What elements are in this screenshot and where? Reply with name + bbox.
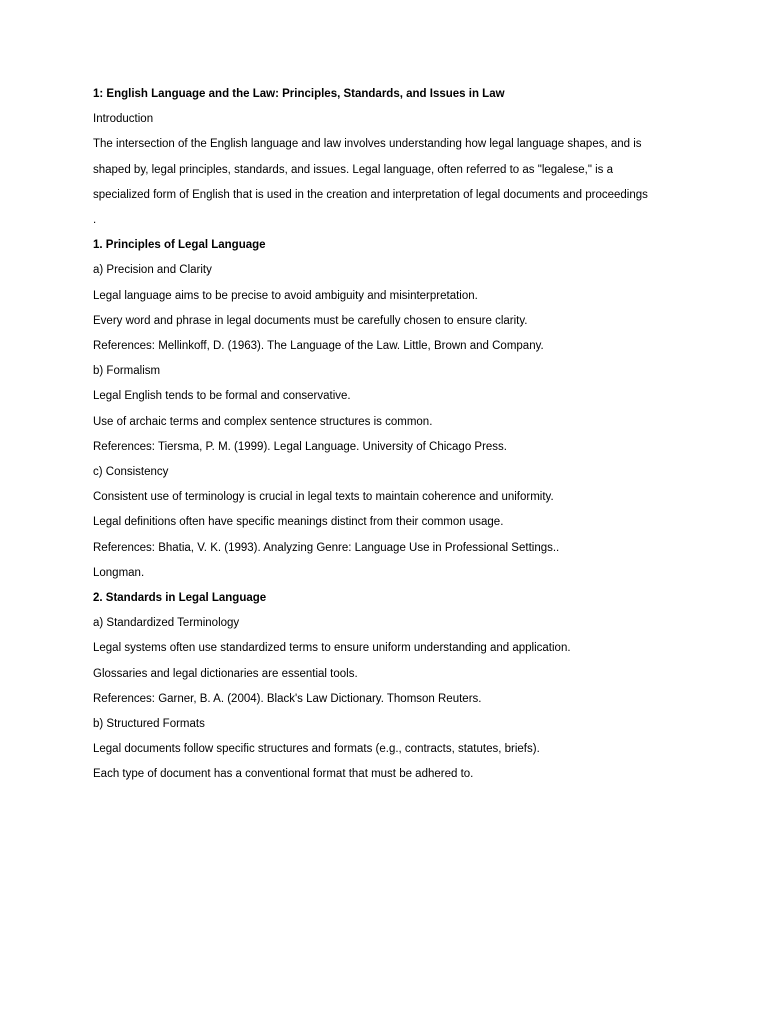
subsection-1b-reference: References: Tiersma, P. M. (1999). Legal Language. University of Chicago Press.	[93, 440, 507, 453]
document-title: 1: English Language and the Law: Principles, Standards, and Issues in Law	[93, 88, 505, 100]
intro-line: .	[93, 214, 97, 227]
subsection-2b-line: Each type of document has a conventional format that must be adhered to.	[93, 768, 474, 781]
subsection-1c-line: Consistent use of terminology is crucial in legal texts to maintain coherence and uniformity.	[93, 491, 554, 504]
subsection-1a-reference: References: Mellinkoff, D. (1963). The Language of the Law. Little, Brown and Company.	[93, 340, 544, 353]
subsection-1a-line: Every word and phrase in legal documents must be carefully chosen to ensure clarity.	[93, 314, 528, 327]
subsection-1b-line: Use of archaic terms and complex sentence structures is common.	[93, 415, 433, 428]
subsection-2a-line: Glossaries and legal dictionaries are essential tools.	[93, 667, 358, 680]
subsection-1a-heading: a) Precision and Clarity	[93, 264, 212, 277]
subsection-1b-heading: b) Formalism	[93, 365, 161, 378]
intro-line: shaped by, legal principles, standards, and issues. Legal language, often referred to as "legalese," is a	[93, 163, 614, 176]
subsection-1a-line: Legal language aims to be precise to avoid ambiguity and misinterpretation.	[93, 289, 478, 302]
subsection-2a-heading: a) Standardized Terminology	[93, 617, 240, 630]
subsection-1c-heading: c) Consistency	[93, 466, 169, 479]
section-2-heading: 2. Standards in Legal Language	[93, 592, 267, 605]
section-1-heading: 1. Principles of Legal Language	[93, 239, 266, 252]
intro-line: The intersection of the English language and law involves understanding how legal language shapes, and is	[93, 138, 642, 151]
subsection-2b-heading: b) Structured Formats	[93, 718, 205, 731]
document-body	[93, 82, 683, 788]
subsection-1c-reference: References: Bhatia, V. K. (1993). Analyzing Genre: Language Use in Professional Settings..	[93, 541, 560, 554]
subsection-2b-line: Legal documents follow specific structures and formats (e.g., contracts, statutes, briefs).	[93, 743, 540, 756]
subsection-1b-line: Legal English tends to be formal and conservative.	[93, 390, 351, 403]
subsection-1c-reference-cont: Longman.	[93, 566, 145, 579]
intro-line: specialized form of English that is used in the creation and interpretation of legal documents and proceedings	[93, 188, 648, 201]
subsection-2a-line: Legal systems often use standardized terms to ensure uniform understanding and application.	[93, 642, 571, 655]
subsection-2a-reference: References: Garner, B. A. (2004). Black's Law Dictionary. Thomson Reuters.	[93, 692, 482, 705]
intro-heading: Introduction	[93, 113, 154, 126]
subsection-1c-line: Legal definitions often have specific meanings distinct from their common usage.	[93, 516, 504, 529]
